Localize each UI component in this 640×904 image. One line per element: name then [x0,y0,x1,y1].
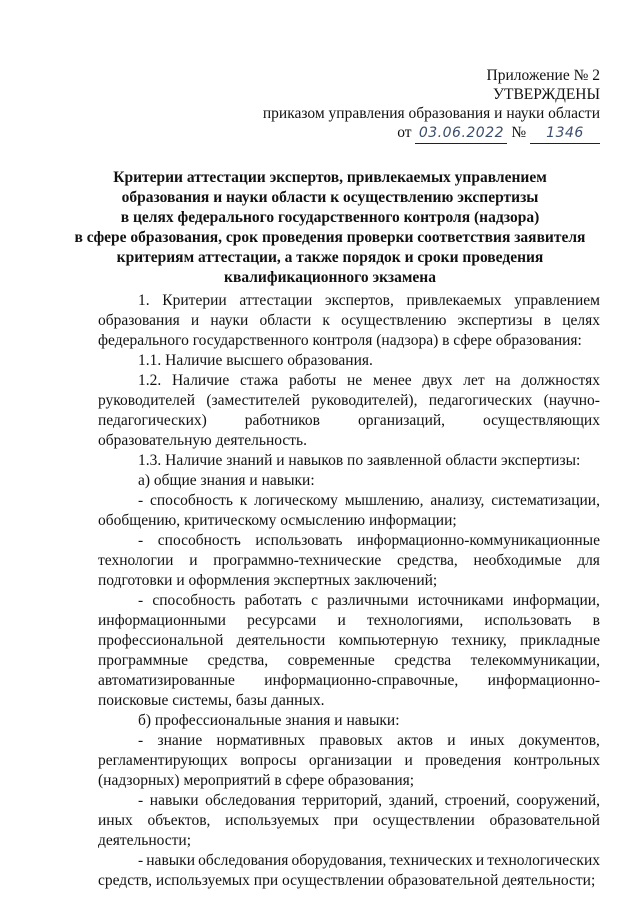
from-label: от [397,124,412,141]
text-line: обобщению, критическому осмыслению информации; [98,512,457,529]
text-line: программные средства, современные средства телекоммуникации, [98,652,600,669]
handwritten-date: 03.06.2022 [415,124,507,144]
text-line: информационными ресурсами и технологиями, использовать в [98,612,600,629]
bullet-2 [98,531,600,591]
text-line: 1.2. Наличие стажа работы не менее двух лет на должностях [138,372,600,389]
title-line: образования и науки области к осуществлению экспертизы [121,189,539,206]
subsection-a: а) общие знания и навыки: [138,472,315,489]
text-line: - знание нормативных правовых актов и иных документов, [138,732,600,749]
text-line: федерального государственного контроля (надзора) в сфере образования: [98,332,582,349]
text-line: деятельности; [98,832,192,849]
subsection-b: б) профессиональные знания и навыки: [138,712,400,729]
text-line: - способность работать с различными источниками информации, [138,592,600,609]
text-line: (надзорных) мероприятий в сфере образования; [98,772,415,789]
text-line: поисковые системы, базы данных. [98,692,325,709]
text-line: образования и науки области к осуществлению экспертизы в целях [98,312,600,329]
text-line: - навыки обследования оборудования, технических и технологических [138,852,600,869]
text-line: - навыки обследования территорий, зданий, строений, сооружений, [138,792,600,809]
text-line: 1. Критерии аттестации экспертов, привлекаемых управлением [138,292,600,309]
text-line: регламентирующих вопросы организации и проведения контрольных [98,752,600,769]
title-line: Критерии аттестации экспертов, привлекаемых управлением [113,169,547,186]
approval-header [263,66,600,144]
paragraph-1-2 [98,371,600,451]
number-label: № [511,124,527,141]
title-line: в сфере образования, срок проведения проверки соответствия заявителя [74,229,586,246]
bullet-4 [98,731,600,791]
document-title [60,168,600,288]
paragraph-1-3: 1.3. Наличие знаний и навыков по заявленной области экспертизы: [138,452,581,469]
bullet-1 [98,491,600,531]
text-line: технологии и программно-технические средства, необходимые для [98,552,600,569]
order-date-line [263,123,600,144]
appendix-label: Приложение № 2 [486,67,600,84]
text-line: автоматизированные информационно-справочные, информационно- [98,672,600,689]
title-line: квалификационного экзамена [224,269,436,286]
bullet-3 [98,591,600,711]
handwritten-number: 1346 [530,124,600,144]
bullet-5 [98,791,600,851]
text-line: - способность использовать информационно-коммуникационные [138,532,600,549]
text-line: руководителей (заместителей руководителей), педагогических (научно- [98,392,600,409]
text-line: - способность к логическому мышлению, анализу, систематизации, [138,492,600,509]
text-line: профессиональной деятельности компьютерную технику, прикладные [98,632,600,649]
text-line: средств, используемых при осуществлении образовательной деятельности; [98,872,596,889]
title-line: в целях федерального государственного контроля (надзора) [120,209,540,226]
approved-label: УТВЕРЖДЕНЫ [493,86,600,103]
bullet-6 [98,851,600,891]
paragraph-1 [98,291,600,351]
text-line: педагогических) работников организаций, осуществляющих [98,412,600,429]
text-line: подготовки и оформления экспертных заключений; [98,572,438,589]
title-line: критериям аттестации, а также порядок и сроки проведения [116,249,544,266]
document-body [98,291,600,891]
text-line: образовательную деятельность. [98,432,307,449]
paragraph-1-1: 1.1. Наличие высшего образования. [138,352,373,369]
order-label: приказом управления образования и науки области [262,105,600,122]
text-line: иных объектов, используемых при осуществлении образовательной [98,812,600,829]
